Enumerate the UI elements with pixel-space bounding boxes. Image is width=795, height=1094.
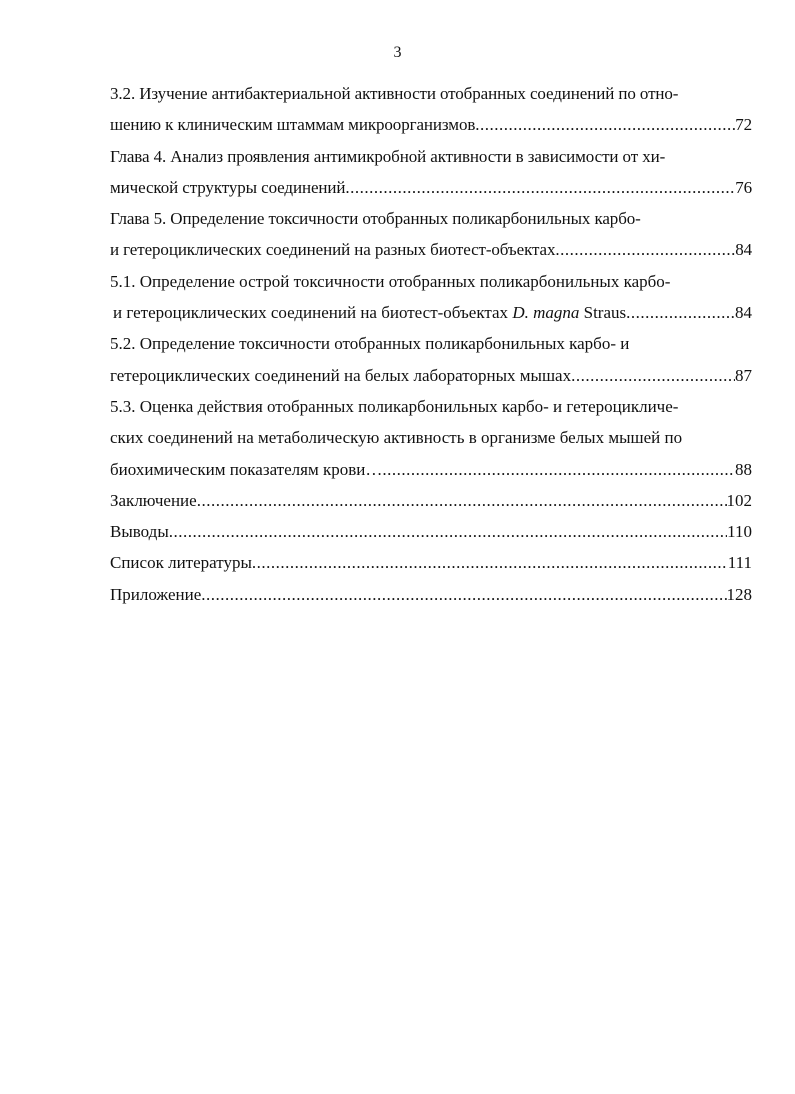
toc-leader-dots (382, 454, 735, 485)
toc-leader-dots (475, 109, 735, 140)
toc-entry-line: Глава 5. Определение токсичности отобранных поликарбонильных карбо- (110, 209, 641, 229)
toc-page-number: 88 (735, 459, 752, 479)
toc-page-number: 84 (735, 303, 752, 323)
toc-entry-last-line (110, 360, 752, 391)
toc-entry-text-after: Straus (579, 303, 627, 323)
toc-entry-last-line (110, 579, 752, 610)
toc-entry-5-2[interactable] (110, 328, 752, 391)
toc-entry-line: 3.2. Изучение антибактериальной активности отобранных соединений по отно- (110, 84, 679, 103)
toc-entry-line: ских соединений на метаболическую активность в организме белых мышей по (110, 428, 683, 448)
toc-leader-dots (571, 360, 735, 391)
toc-entry-line: Приложение (110, 584, 202, 604)
toc-entry-line: Глава 4. Анализ проявления антимикробной активности в зависимости от хи- (110, 146, 666, 166)
toc-page-number: 76 (735, 177, 752, 197)
toc-page-number: 72 (735, 115, 752, 135)
toc-entry-conclusion[interactable] (110, 485, 752, 516)
toc-entry-line: 5.2. Определение токсичности отобранных поликарбонильных карбо- и (110, 334, 630, 354)
toc-leader-dots (555, 234, 735, 265)
toc-entry-line: Список литературы (110, 553, 252, 573)
toc-leader-dots (626, 297, 735, 328)
toc-entry-line: биохимическим показателям крови… (110, 459, 383, 479)
toc-entry-text: и гетероциклических соединений на биотест-объектах (113, 303, 513, 323)
toc-entry-line: шению к клиническим штаммам микроорганизмов (110, 115, 476, 135)
toc-leader-dots (345, 172, 735, 203)
toc-entry-last-line (110, 234, 752, 265)
toc-entry-5-1[interactable] (110, 266, 752, 329)
toc-entry-chapter-4[interactable] (110, 141, 752, 204)
toc-entry-last-line (110, 485, 752, 516)
table-of-contents (110, 78, 752, 610)
species-name-italic: D. magna (512, 303, 580, 323)
toc-entry-findings[interactable] (110, 516, 752, 547)
toc-entry-last-line (110, 516, 752, 547)
toc-entry-last-line (110, 454, 752, 485)
toc-entry-line: и гетероциклических соединений на разных биотест-объектах (110, 240, 556, 260)
toc-page-number: 110 (727, 522, 752, 542)
toc-leader-dots (252, 547, 728, 578)
toc-page-number: 87 (735, 365, 752, 385)
toc-leader-dots (169, 516, 727, 547)
toc-entry-line: Выводы (110, 522, 169, 542)
toc-entry-line: Заключение (110, 490, 197, 510)
toc-page-number: 102 (726, 490, 752, 510)
toc-entry-references[interactable] (110, 547, 752, 578)
page-number: 3 (393, 44, 402, 61)
toc-entry-last-line (110, 172, 752, 203)
toc-leader-dots (197, 485, 727, 516)
toc-page-number: 111 (727, 553, 752, 573)
toc-entry-line: гетероциклических соединений на белых лабораторных мышах (110, 365, 572, 385)
toc-entry-last-line (110, 297, 752, 328)
toc-entry-5-3[interactable] (110, 391, 752, 485)
toc-entry-chapter-5[interactable] (110, 203, 752, 266)
toc-entry-line: 5.1. Определение острой токсичности отобранных поликарбонильных карбо- (110, 271, 671, 291)
toc-entry-appendix[interactable] (110, 579, 752, 610)
toc-page-number: 84 (735, 240, 752, 260)
toc-entry-line: мической структуры соединений (110, 177, 346, 197)
toc-entry-line: 5.3. Оценка действия отобранных поликарбонильных карбо- и гетероцикличе- (110, 396, 679, 416)
toc-entry-last-line (110, 547, 752, 578)
toc-leader-dots (201, 579, 726, 610)
toc-entry-3-2[interactable] (110, 78, 752, 141)
toc-entry-line-mixed (113, 297, 626, 328)
toc-page-number: 128 (726, 584, 752, 604)
toc-entry-last-line (110, 109, 752, 140)
